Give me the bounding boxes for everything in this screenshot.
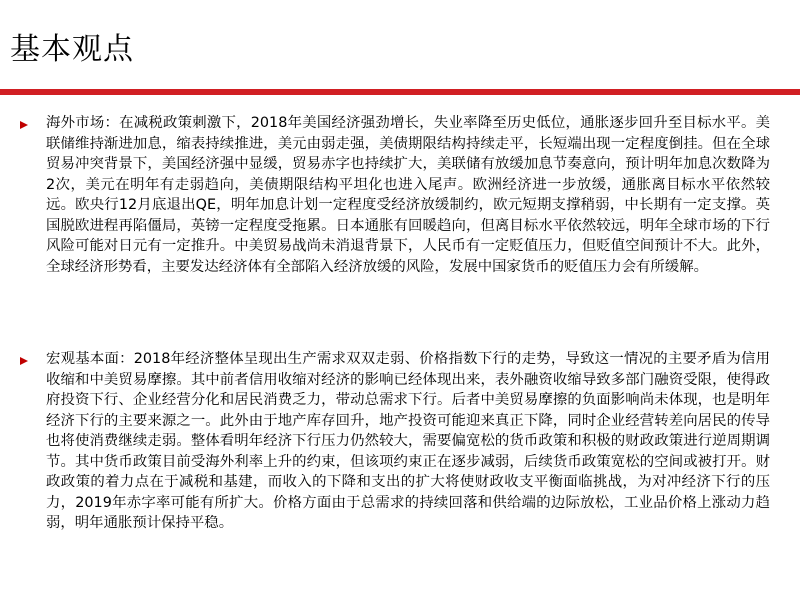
slide-title: 基本观点 [10, 32, 134, 67]
title-divider-bar [0, 89, 800, 95]
arrow-bullet-icon [20, 357, 28, 365]
paragraph-overseas-market: 海外市场：在减税政策刺激下，2018年美国经济强劲增长，失业率降至历史低位，通胀逐步回升至目标水平。美联储维持渐进加息，缩表持续推进，美元由弱走强，美债期限结构持续走平，长短端出现一定程度倒挂。但在全球贸易冲突背景下，美国经济强中显缓，贸易赤字也持续扩大，美联储有放缓加息节奏意向，预计明年加息次数降为2次，美元在明年有走弱趋向，美债期限结构平坦化也进入尾声。欧洲经济进一步放缓，通胀离目标水平依然较远。欧央行12月底退出QE，明年加息计划一定程度受经济放缓制约，欧元短期支撑稍弱，中长期有一定支撑。英国脱欧进程再陷僵局，英镑一定程度受拖累。日本通胀有回暖趋向，但离目标水平依然较远，明年全球市场的下行风险可能对日元有一定推升。中美贸易战尚未消退背景下，人民币有一定贬值压力，但贬值空间预计不大。此外，全球经济形势看，主要发达经济体有全部陷入经济放缓的风险，发展中国家货币的贬值压力会有所缓解。 [46, 115, 770, 275]
paragraph-macro-fundamentals: 宏观基本面：2018年经济整体呈现出生产需求双双走弱、价格指数下行的走势，导致这一情况的主要矛盾为信用收缩和中美贸易摩擦。其中前者信用收缩对经济的影响已经体现出来，表外融资收缩导致多部门融资受限，使得政府投资下行、企业经营分化和居民消费乏力，带动总需求下行。后者中美贸易摩擦的负面影响尚未体现，也是明年经济下行的主要来源之一。此外由于地产库存回升，地产投资可能迎来真正下降，同时企业经营转差向居民的传导也将使消费继续走弱。整体看明年经济下行压力仍然较大，需要偏宽松的货币政策和积极的财政政策进行逆周期调节。其中货币政策目前受海外利率上升的约束，但该项约束正在逐步减弱，后续货币政策宽松的空间或被打开。财政政策的着力点在于减税和基建，而收入的下降和支出的扩大将使财政收支平衡面临挑战，为对冲经济下行的压力，2019年赤字率可能有所扩大。价格方面由于总需求的持续回落和供给端的边际放松，工业品价格上涨动力趋弱，明年通胀预计保持平稳。 [46, 351, 770, 531]
arrow-bullet-icon [20, 121, 28, 129]
